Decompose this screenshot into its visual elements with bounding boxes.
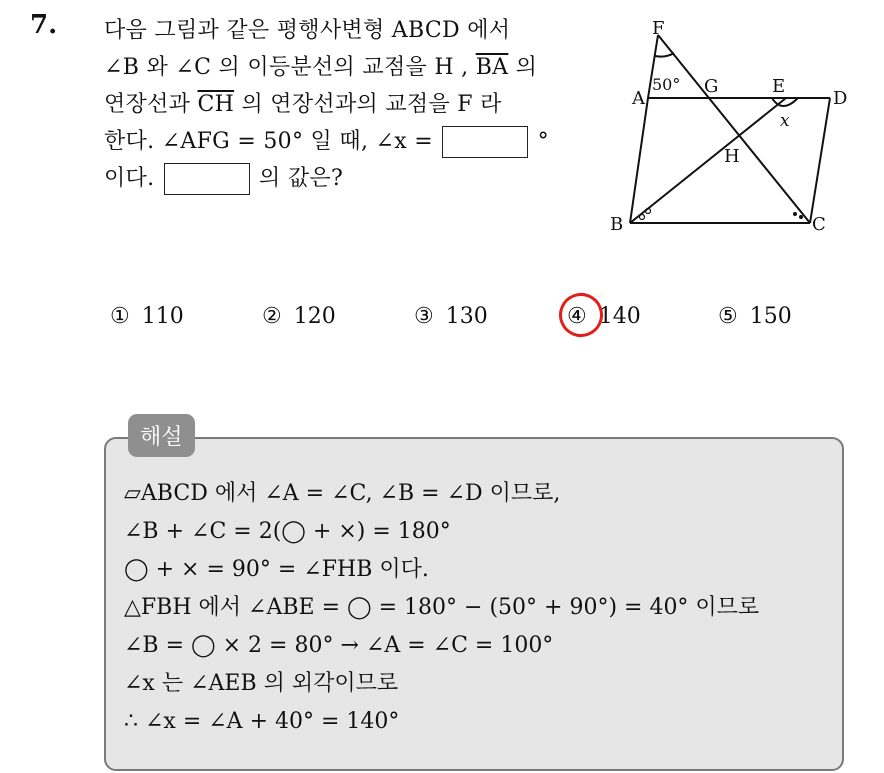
dot-c-2 [799, 215, 803, 219]
question-line-3-start: 연장선과 [104, 92, 191, 117]
solution-line-4: △FBH 에서 ∠ABE = ◯ = 180° − (50° + 90°) = 40° 이므로 [124, 595, 760, 620]
solution-line-2: ∠B + ∠C = 2(◯ + ×) = 180° [124, 519, 451, 544]
solution-line-3: ◯ + × = 90° = ∠FHB 이다. [124, 557, 429, 582]
label-h: H [724, 146, 740, 167]
segment-ch: $\overline{CH}$ [197, 92, 235, 117]
label-x: x [780, 111, 790, 131]
question-line-5 [104, 160, 584, 197]
choice-3-value: 130 [445, 304, 488, 329]
question-line-1: 다음 그림과 같은 평행사변형 ABCD 에서 [104, 18, 511, 43]
choice-2-mark: ② [262, 304, 282, 329]
choice-1-value: 110 [141, 304, 184, 329]
choice-5-mark: ⑤ [718, 304, 738, 329]
label-d: D [833, 88, 848, 109]
choice-4-mark-text: ④ [567, 304, 587, 329]
line-be [630, 98, 786, 223]
selected-answer-circle [553, 287, 609, 343]
solution-line-6: ∠x 는 ∠AEB 의 외각이므로 [124, 671, 399, 696]
choice-5[interactable] [718, 304, 792, 329]
question-line-2 [104, 49, 584, 86]
question-line-4-text: 한다. ∠AFG = 50° 일 때, ∠x = [104, 129, 434, 154]
choice-2-value: 120 [293, 304, 336, 329]
line-ab [630, 98, 648, 223]
circle-b-1 [640, 215, 645, 220]
label-b: B [610, 214, 624, 235]
solution-line-1: ▱ABCD 에서 ∠A = ∠C, ∠B = ∠D 이므로, [124, 481, 561, 506]
label-a: A [632, 88, 645, 109]
choice-5-value: 150 [749, 304, 792, 329]
choice-4-mark [567, 304, 587, 329]
angle-50-arc [655, 53, 674, 57]
question-line-2-text: ∠B 와 ∠C 의 이등분선의 교점을 H , [104, 55, 469, 80]
choice-4-value: 140 [598, 304, 641, 329]
answer-blank-2 [164, 163, 250, 195]
line-dc [810, 98, 830, 223]
question-line-3-end: 의 연장선과의 교점을 F 라 [241, 92, 502, 117]
question-line-4 [104, 123, 584, 160]
dot-c-1 [793, 212, 797, 216]
question-number: 7. [30, 10, 58, 40]
choice-1[interactable] [110, 304, 184, 329]
solution-line-5: ∠B = ◯ × 2 = 80° → ∠A = ∠C = 100° [124, 633, 554, 658]
label-50: 50° [652, 75, 681, 94]
choice-4[interactable] [567, 304, 641, 329]
degree-symbol: ° [537, 129, 549, 154]
answer-choices [110, 304, 810, 336]
parallelogram-figure [600, 18, 860, 238]
choice-2[interactable] [262, 304, 336, 329]
label-g: G [704, 76, 719, 97]
question-line-5-end: 의 값은? [259, 166, 344, 191]
question-line-5-start: 이다. [104, 166, 155, 191]
choice-3[interactable] [414, 304, 488, 329]
question-line-2-end: 의 [515, 55, 538, 80]
label-f: F [652, 18, 665, 39]
segment-ba: $\overline{BA}$ [475, 55, 509, 80]
question-line-3 [104, 86, 584, 123]
solution-lines [124, 475, 759, 741]
label-e: E [772, 76, 786, 97]
answer-blank-1 [442, 126, 528, 158]
solution-tab: 해설 [128, 414, 195, 457]
choice-3-mark: ③ [414, 304, 434, 329]
label-c: C [812, 214, 826, 235]
question-text [104, 12, 584, 197]
choice-1-mark: ① [110, 304, 130, 329]
solution-line-7: ∴ ∠x = ∠A + 40° = 140° [124, 709, 400, 734]
